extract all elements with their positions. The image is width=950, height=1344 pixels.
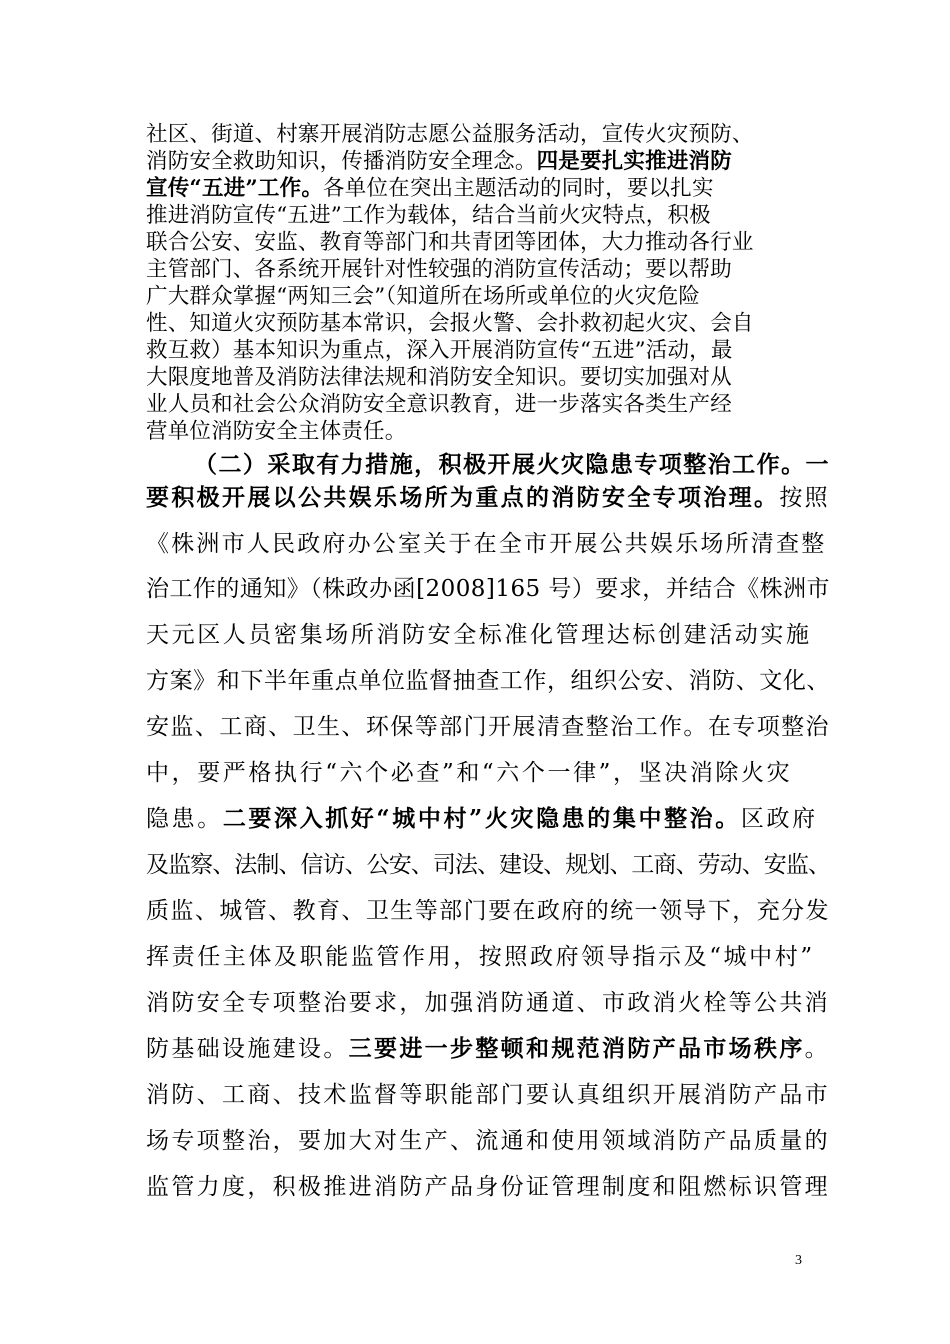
text-run: 消防安全专项整治要求，加强消防通道、市政消火栓等公共消 bbox=[146, 990, 830, 1016]
text-run: 救互救）基本知识为重点，深入开展消防宣传“五进”活动，最 bbox=[146, 338, 733, 363]
paragraph-line bbox=[146, 1035, 830, 1063]
text-run: 质监、城管、教育、卫生等部门要在政府的统一领导下，充分发 bbox=[146, 898, 830, 924]
bold-heading-run: 要积极开展以公共娱乐场所为重点的消防安全专项治理。 bbox=[146, 484, 780, 511]
section-heading: （二）采取有力措施，积极开展火灾隐患专项整治工作。一 bbox=[194, 451, 830, 478]
text-run: 各单位在突出主题活动的同时，要以扎实 bbox=[323, 176, 714, 201]
paragraph-line bbox=[146, 1127, 830, 1155]
text-run: 安监、工商、卫生、环保等部门开展清查整治工作。在专项整治 bbox=[146, 714, 830, 740]
text-run: 主管部门、各系统开展针对性较强的消防宣传活动；要以帮助 bbox=[146, 257, 732, 282]
paragraph-line bbox=[146, 121, 754, 148]
paragraph-line bbox=[146, 148, 732, 175]
paragraph-line bbox=[146, 759, 792, 787]
paragraph-line bbox=[146, 1173, 830, 1201]
paragraph-line bbox=[146, 851, 830, 879]
text-run: 中，要严格执行“六个必查”和“六个一律”，坚决消除火灾 bbox=[146, 760, 793, 786]
text-run: 监管力度，积极推进消防产品身份证管理制度和阻燃标识管理 bbox=[146, 1174, 830, 1200]
paragraph-line bbox=[146, 805, 818, 833]
paragraph-line bbox=[146, 202, 711, 229]
paragraph-line bbox=[146, 364, 732, 391]
text-run: 区政府 bbox=[740, 806, 818, 832]
text-run: 消防、工商、技术监督等职能部门要认真组织开展消防产品市 bbox=[146, 1082, 830, 1108]
bold-heading-run: 四是要扎实推进消防 bbox=[536, 149, 732, 174]
paragraph-line bbox=[146, 530, 826, 558]
bold-heading-run: 二要深入抓好“城中村”火灾隐患的集中整治。 bbox=[222, 805, 741, 832]
text-run: 方案》和下半年重点单位监督抽查工作，组织公安、消防、文化、 bbox=[146, 668, 830, 694]
text-run: 。 bbox=[804, 1036, 830, 1062]
paragraph-line bbox=[146, 667, 830, 695]
text-run: 隐患。 bbox=[146, 806, 223, 832]
text-run: 业人员和社会公众消防安全意识教育，进一步落实各类生产经 bbox=[146, 392, 732, 417]
text-run: 按照 bbox=[779, 485, 831, 511]
section-heading-line bbox=[194, 451, 830, 479]
paragraph-line bbox=[146, 989, 830, 1017]
paragraph-line bbox=[146, 391, 732, 418]
paragraph-line bbox=[146, 1081, 830, 1109]
text-run: 大限度地普及消防法律法规和消防安全知识。要切实加强对从 bbox=[146, 365, 732, 390]
text-run: 营单位消防安全主体责任。 bbox=[146, 419, 407, 444]
text-run: 天元区人员密集场所消防安全标准化管理达标创建活动实施 bbox=[146, 622, 812, 648]
text-run: 治工作的通知》（株政办函[2008]165 号）要求，并结合《株洲市 bbox=[146, 576, 830, 602]
paragraph-line bbox=[146, 418, 406, 445]
text-run: 消防安全救助知识，传播消防安全理念。 bbox=[146, 149, 537, 174]
text-run: 防基础设施建设。 bbox=[146, 1036, 349, 1062]
text-run: 挥责任主体及职能监管作用，按照政府领导指示及“城中村” bbox=[146, 944, 815, 970]
text-run: 社区、街道、村寨开展消防志愿公益服务活动，宣传火灾预防、 bbox=[146, 122, 754, 147]
text-run: 《株洲市人民政府办公室关于在全市开展公共娱乐场所清查整 bbox=[146, 531, 827, 557]
paragraph-line bbox=[146, 575, 830, 603]
bold-heading-run: 三要进一步整顿和规范消防产品市场秩序 bbox=[348, 1035, 805, 1062]
paragraph-line bbox=[146, 621, 812, 649]
paragraph-line bbox=[146, 310, 754, 337]
page-number: 3 bbox=[795, 1253, 802, 1268]
paragraph-line bbox=[146, 484, 830, 512]
paragraph-line bbox=[146, 175, 714, 202]
text-run: 联合公安、安监、教育等部门和共青团等团体，大力推动各行业 bbox=[146, 230, 754, 255]
paragraph-line bbox=[146, 713, 830, 741]
paragraph-line bbox=[146, 256, 732, 283]
text-run: 性、知道火灾预防基本常识，会报火警、会扑救初起火灾、会自 bbox=[146, 311, 754, 336]
paragraph-line bbox=[146, 283, 700, 310]
text-run: 及监察、法制、信访、公安、司法、建设、规划、工商、劳动、安监、 bbox=[146, 852, 830, 878]
paragraph-line bbox=[146, 337, 733, 364]
text-run: 场专项整治，要加大对生产、流通和使用领域消防产品质量的 bbox=[146, 1128, 830, 1154]
paragraph-line bbox=[146, 943, 815, 971]
paragraph-line bbox=[146, 229, 754, 256]
bold-heading-run: 宣传“五进”工作。 bbox=[146, 176, 324, 201]
paragraph-line bbox=[146, 897, 830, 925]
text-run: 广大群众掌握“两知三会”（知道所在场所或单位的火灾危险 bbox=[146, 284, 701, 309]
text-run: 推进消防宣传“五进”工作为载体，结合当前火灾特点，积极 bbox=[146, 203, 711, 228]
